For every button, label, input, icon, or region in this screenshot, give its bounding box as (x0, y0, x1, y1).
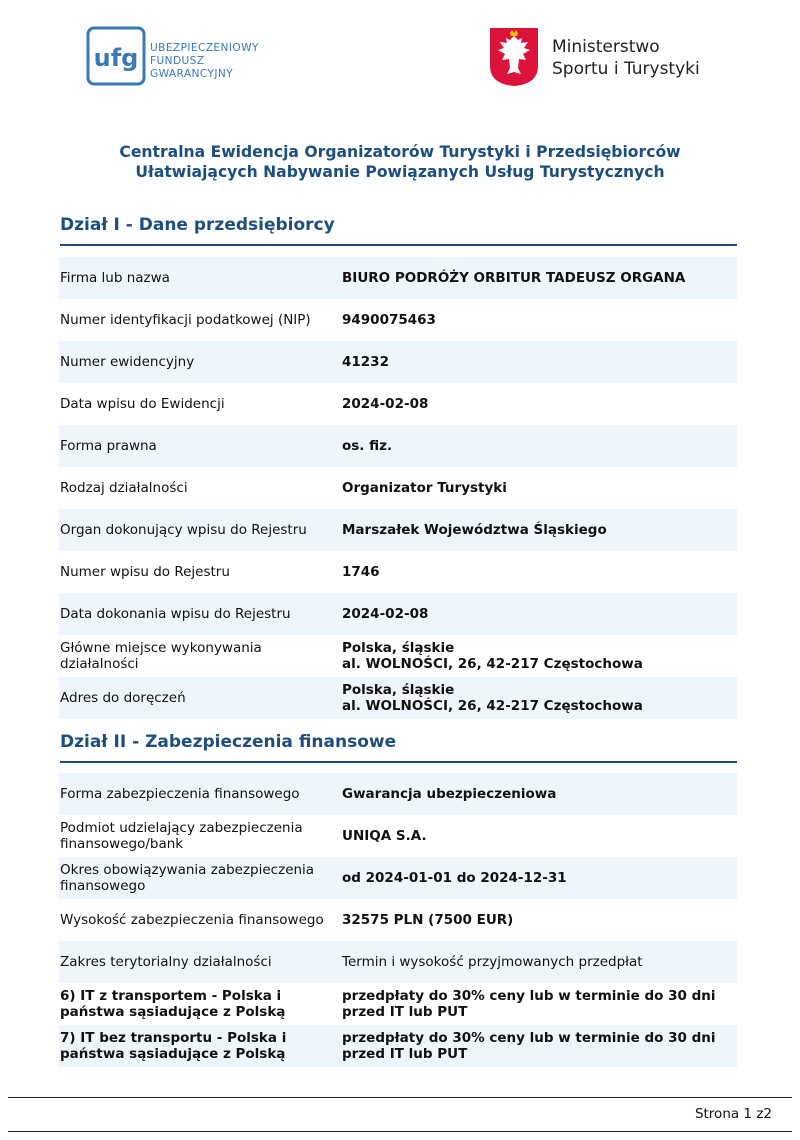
row-label: Wysokość zabezpieczenia finansowego (60, 912, 324, 928)
table-row (59, 425, 737, 467)
ministry-logo (488, 26, 718, 88)
scope-label: 7) IT bez transportu - Polska i państwa sąsiadujące z Polską (60, 1030, 287, 1062)
scope-label: 6) IT z transportem - Polska i państwa sąsiadujące z Polską (60, 988, 286, 1020)
ufg-logo (86, 26, 286, 88)
row-label: Adres do doręczeń (60, 690, 186, 706)
table-row (59, 341, 737, 383)
table-row (59, 299, 737, 341)
scope-row (59, 983, 737, 1025)
row-label: Data dokonania wpisu do Rejestru (60, 606, 291, 622)
page-number: Strona 1 z2 (694, 1106, 772, 1122)
footer-divider-bottom (8, 1131, 792, 1132)
document-title (0, 142, 800, 182)
row-value: Gwarancja ubezpieczeniowa (342, 786, 557, 802)
table-row (59, 899, 737, 941)
ufg-wordmark (150, 42, 259, 81)
ministry-line-2: Sportu i Turystyki (552, 59, 700, 79)
table-row (59, 773, 737, 815)
row-value: 32575 PLN (7500 EUR) (342, 912, 514, 928)
table-row (59, 815, 737, 857)
row-value: 1746 (342, 564, 380, 580)
ufg-mark-icon (86, 26, 146, 86)
polish-eagle-icon (488, 26, 540, 88)
title-line-1: Centralna Ewidencja Organizatorów Turystyki i Przedsiębiorców (119, 143, 681, 161)
table-row (59, 677, 737, 719)
table-row (59, 857, 737, 899)
scope-header-label: Zakres terytorialny działalności (60, 954, 272, 970)
ufg-line-2: FUNDUSZ (150, 55, 205, 67)
row-value: Polska, śląskie al. WOLNOŚCI, 26, 42-217 Częstochowa (342, 640, 643, 672)
row-label: Numer ewidencyjny (60, 354, 195, 370)
row-value: Marszałek Województwa Śląskiego (342, 522, 607, 538)
table-row (59, 509, 737, 551)
scope-header-row (59, 941, 737, 983)
section-1-table (59, 257, 737, 719)
row-value: 2024-02-08 (342, 606, 429, 622)
section-2-table (59, 773, 737, 1067)
row-value: os. fiz. (342, 438, 393, 454)
ufg-mark-text: ufg (93, 44, 139, 72)
row-label: Forma prawna (60, 438, 157, 454)
row-label: Numer identyfikacji podatkowej (NIP) (60, 312, 311, 328)
row-label: Data wpisu do Ewidencji (60, 396, 225, 412)
row-label: Firma lub nazwa (60, 270, 170, 286)
ministry-wordmark (552, 36, 700, 80)
section-2-heading: Dział II - Zabezpieczenia finansowe (60, 731, 737, 763)
row-value: 9490075463 (342, 312, 436, 328)
table-row (59, 593, 737, 635)
row-value: 2024-02-08 (342, 396, 429, 412)
row-value: BIURO PODRÓŻY ORBITUR TADEUSZ ORGANA (342, 270, 686, 286)
row-label: Podmiot udzielający zabezpieczenia finansowego/bank (60, 820, 303, 852)
scope-row (59, 1025, 737, 1067)
table-row (59, 635, 737, 677)
scope-value: przedpłaty do 30% ceny lub w terminie do 30 dni przed IT lub PUT (342, 1030, 716, 1062)
row-value: Polska, śląskie al. WOLNOŚCI, 26, 42-217 Częstochowa (342, 682, 643, 714)
footer-divider-top (8, 1097, 792, 1098)
table-row (59, 467, 737, 509)
table-row (59, 551, 737, 593)
row-label: Organ dokonujący wpisu do Rejestru (60, 522, 307, 538)
ufg-line-3: GWARANCYJNY (150, 68, 234, 80)
table-row (59, 257, 737, 299)
title-line-2: Ułatwiających Nabywanie Powiązanych Usług Turystycznych (135, 163, 665, 181)
ministry-line-1: Ministerstwo (552, 37, 660, 57)
row-label: Główne miejsce wykonywania działalności (60, 640, 262, 672)
row-value: 41232 (342, 354, 389, 370)
row-label: Numer wpisu do Rejestru (60, 564, 230, 580)
row-label: Okres obowiązywania zabezpieczenia finansowego (60, 862, 315, 894)
ufg-line-1: UBEZPIECZENIOWY (150, 42, 259, 54)
row-label: Rodzaj działalności (60, 480, 188, 496)
table-row (59, 383, 737, 425)
scope-header-value: Termin i wysokość przyjmowanych przedpłat (342, 954, 643, 970)
scope-value: przedpłaty do 30% ceny lub w terminie do 30 dni przed IT lub PUT (342, 988, 716, 1020)
section-1-heading: Dział I - Dane przedsiębiorcy (60, 214, 737, 246)
row-value: od 2024-01-01 do 2024-12-31 (342, 870, 567, 886)
row-label: Forma zabezpieczenia finansowego (60, 786, 300, 802)
row-value: Organizator Turystyki (342, 480, 507, 496)
row-value: UNIQA S.A. (342, 828, 427, 844)
